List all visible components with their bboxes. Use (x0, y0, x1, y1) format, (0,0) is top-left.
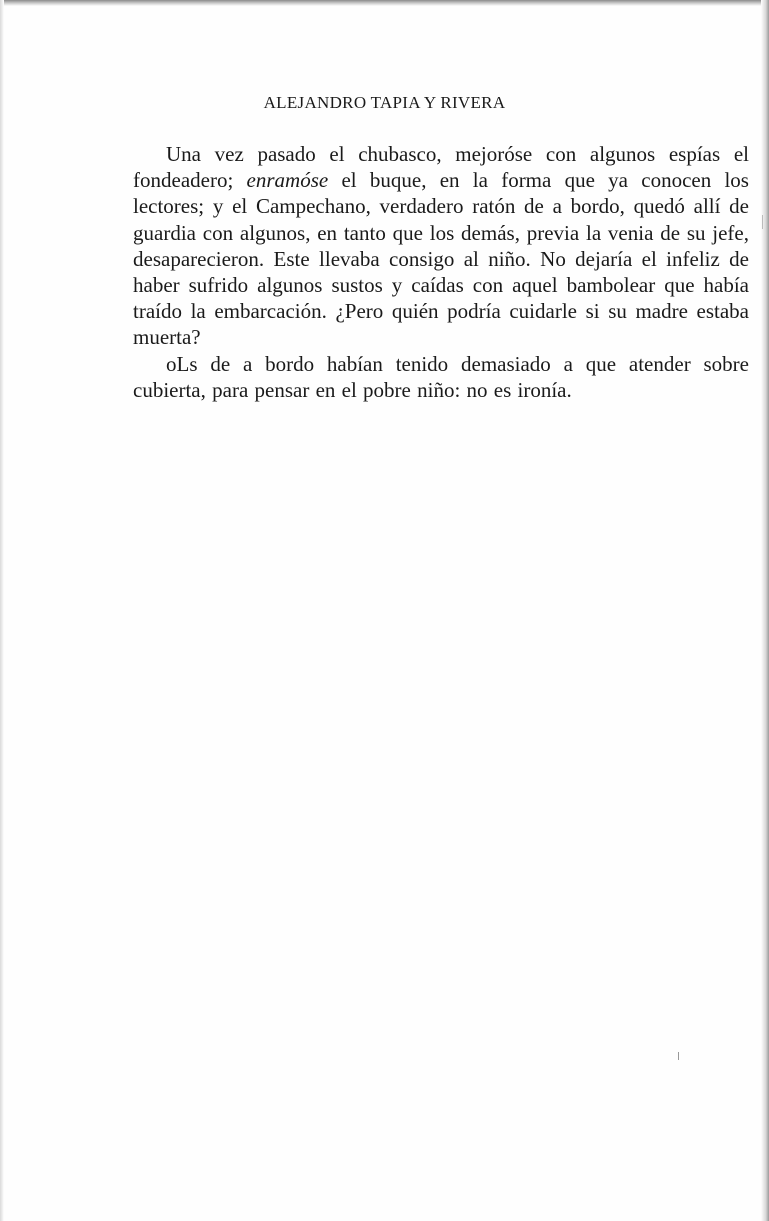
paragraph-1-italic-word: enramóse (246, 168, 329, 193)
paragraph-1-rest: el buque, en la forma que ya conocen los lectores; y el Campechano, verdadero ratón de a bordo, quedó allí de guardia con algunos, en tanto que los demás, previa la venia de su jefe, desaparecieron. Este llevaba consigo al niño. No dejaría el infeliz de haber sufrido algunos sustos y caídas con aquel bambolear que había traído la embarcación. ¿Pero quién podría cuidarle si su madre estaba muerta? (133, 168, 749, 350)
page-right-edge-shadow (761, 0, 769, 1221)
paragraph-1 (133, 141, 749, 351)
scan-speck (762, 215, 763, 229)
running-header: ALEJANDRO TAPIA Y RIVERA (263, 93, 506, 112)
body-text (133, 141, 749, 403)
page-top-edge-shadow (0, 0, 769, 6)
paragraph-2: oLs de a bordo habían tenido demasiado a que atender sobre cubierta, para pensar en el pobre niño: no es ironía. (133, 351, 749, 402)
page-left-edge-shadow (0, 0, 4, 1221)
scan-speck (678, 1052, 679, 1060)
paragraph-1-start: Una vez pasado el chubasco, mejoróse con algunos espías el fondeadero; (133, 142, 749, 193)
